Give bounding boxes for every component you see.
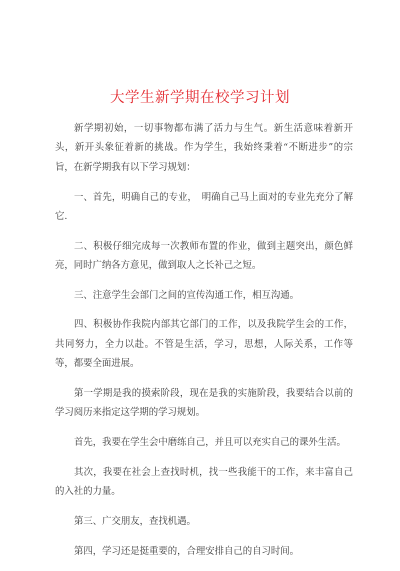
paragraph-item-4: 四、积极协作我院内部其它部门的工作，以及我院学生会的工作，共同努力，全力以赴。不管是生活，学习，思想，人际关系，工作等等，都要全面进展。 bbox=[55, 319, 353, 370]
paragraph-item-2: 二、积极仔细完成每一次教师布置的作业，做到主题突出，颜色鲜亮，同时广纳各方意见，做到取人之长补己之短。 bbox=[55, 240, 353, 272]
document-body bbox=[55, 119, 353, 571]
paragraph-firstly: 首先，我要在学生会中磨练自己，并且可以充实自己的课外生活。 bbox=[74, 437, 346, 449]
paragraph-thirdly: 第三、广交朋友，查找机遇。 bbox=[74, 515, 196, 527]
paragraph-secondly: 其次，我要在社会上查找时机，找一些我能干的工作，来丰富自己的入社的力量。 bbox=[55, 466, 353, 498]
paragraph-fourthly: 第四，学习还是挺重要的，合理安排自己的自习时间。 bbox=[74, 545, 300, 557]
paragraph-item-3: 三、注意学生会部门之间的宣传沟通工作，相互沟通。 bbox=[74, 289, 300, 301]
paragraph-intro: 新学期初始，一切事物都布满了活力与生气。新生活意味着新开头，新开头象征着新的挑战。作为学生，我始终秉着“不断进步”的宗旨，在新学期我有以下学习规划： bbox=[55, 123, 353, 173]
document-title: 大学生新学期在校学习计划 bbox=[110, 90, 290, 106]
paragraph-item-1: 一、首先，明确自己的专业， 明确自己马上面对的专业先充分了解它. bbox=[55, 191, 353, 222]
paragraph-first-semester: 第一学期是我的摸索阶段，现在是我的实施阶段，我要结合以前的学习阅历来指定这学期的学习规划。 bbox=[55, 387, 353, 419]
